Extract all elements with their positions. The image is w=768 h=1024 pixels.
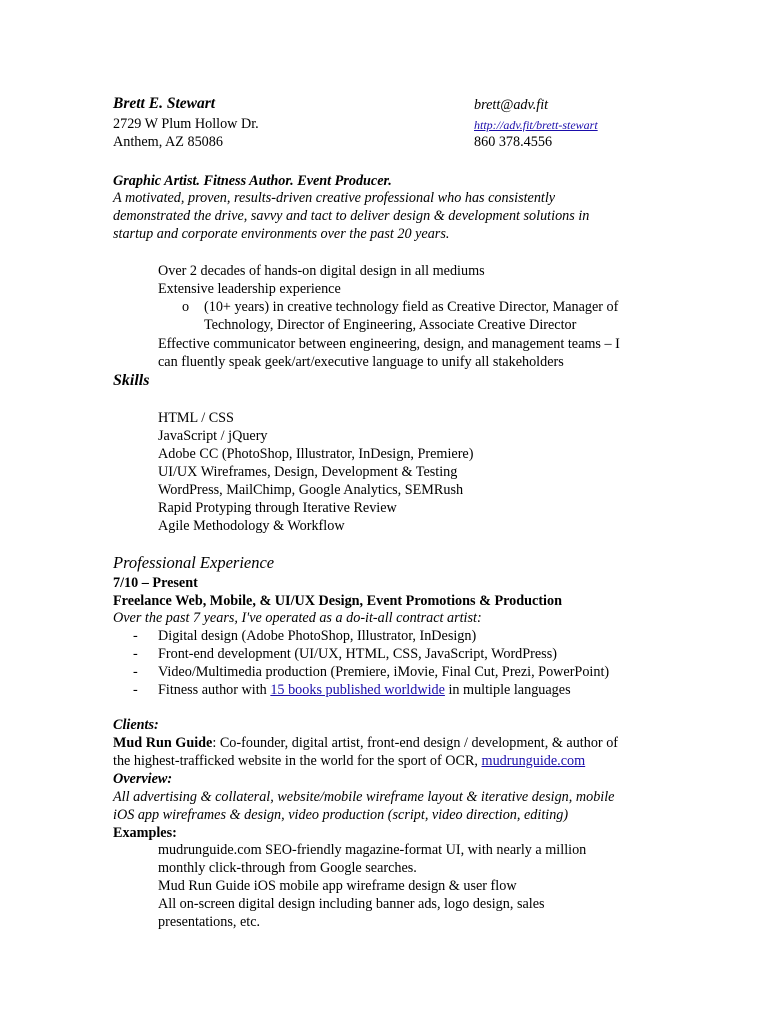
overview-heading: Overview: <box>113 771 173 787</box>
skill-item: UI/UX Wireframes, Design, Development & Testing <box>158 464 458 480</box>
example-item: All on-screen digital design including banner ads, logo design, sales <box>158 896 545 912</box>
address-line-1: 2729 W Plum Hollow Dr. <box>113 116 259 132</box>
experience-intro: Over the past 7 years, I've operated as a do-it-all contract artist: <box>113 610 482 626</box>
experience-bullet: Front-end development (UI/UX, HTML, CSS, JavaScript, WordPress) <box>158 646 557 662</box>
skill-item: JavaScript / jQuery <box>158 428 268 444</box>
clients-heading: Clients: <box>113 717 159 733</box>
highlight-item: Over 2 decades of hands-on digital design in all mediums <box>158 263 485 279</box>
client-desc: the highest-trafficked website in the world for the sport of OCR, <box>113 753 482 769</box>
example-item: mudrunguide.com SEO-friendly magazine-format UI, with nearly a million <box>158 842 587 858</box>
highlight-subitem-line-2: Technology, Director of Engineering, Associate Creative Director <box>204 317 577 333</box>
overview-line-1: All advertising & collateral, website/mobile wireframe layout & iterative design, mobile <box>113 789 615 805</box>
skill-item: Adobe CC (PhotoShop, Illustrator, InDesign, Premiere) <box>158 446 474 462</box>
tagline: Graphic Artist. Fitness Author. Event Producer. <box>113 173 392 189</box>
highlight-item: Extensive leadership experience <box>158 281 341 297</box>
overview-line-2: iOS app wireframes & design, video production (script, video direction, editing) <box>113 807 569 823</box>
dash-bullet: - <box>133 646 138 662</box>
experience-role: Freelance Web, Mobile, & UI/UX Design, Event Promotions & Production <box>113 593 562 609</box>
highlight-item-continued: can fluently speak geek/art/executive language to unify all stakeholders <box>158 354 564 370</box>
experience-bullet: Digital design (Adobe PhotoShop, Illustrator, InDesign) <box>158 628 477 644</box>
email-address: brett@adv.fit <box>474 97 549 113</box>
client-desc: : Co-founder, digital artist, front-end design / development, & author of <box>212 735 619 751</box>
skill-item: HTML / CSS <box>158 410 234 426</box>
experience-bullet <box>158 681 571 699</box>
highlight-subitem-line-1: (10+ years) in creative technology field as Creative Director, Manager of <box>204 299 619 315</box>
dash-bullet: - <box>133 664 138 680</box>
example-item: Mud Run Guide iOS mobile app wireframe design & user flow <box>158 878 517 894</box>
experience-heading: Professional Experience <box>113 553 275 572</box>
dash-bullet: - <box>133 682 138 698</box>
sub-bullet-marker: o <box>182 299 190 315</box>
skill-item: Agile Methodology & Workflow <box>158 518 345 534</box>
summary-line-2: demonstrated the drive, savvy and tact to deliver design & development solutions in <box>113 208 590 224</box>
example-item-continued: presentations, etc. <box>158 914 261 930</box>
phone-number: 860 378.4556 <box>474 134 553 150</box>
client-name: Mud Run Guide <box>113 735 213 751</box>
skill-item: WordPress, MailChimp, Google Analytics, SEMRush <box>158 482 464 498</box>
experience-bullet: Video/Multimedia production (Premiere, iMovie, Final Cut, Prezi, PowerPoint) <box>158 664 610 680</box>
skills-heading: Skills <box>113 372 150 389</box>
resume-name: Brett E. Stewart <box>113 95 216 112</box>
address-line-2: Anthem, AZ 85086 <box>113 134 223 150</box>
bullet-text: in multiple languages <box>444 682 571 698</box>
experience-dates: 7/10 – Present <box>113 575 198 591</box>
website-link[interactable]: http://adv.fit/brett-stewart <box>474 118 598 132</box>
bullet-text: Fitness author with <box>158 682 271 698</box>
books-link[interactable]: 15 books published worldwide <box>270 682 445 698</box>
summary-line-1: A motivated, proven, results-driven creative professional who has consistently <box>113 190 556 206</box>
mudrunguide-link[interactable]: mudrunguide.com <box>481 753 586 769</box>
dash-bullet: - <box>133 628 138 644</box>
client-line-1 <box>113 734 618 752</box>
summary-line-3: startup and corporate environments over the past 20 years. <box>113 226 450 242</box>
example-item-continued: monthly click-through from Google searches. <box>158 860 417 876</box>
client-line-2 <box>113 752 585 770</box>
examples-heading: Examples: <box>113 825 177 841</box>
skill-item: Rapid Protyping through Iterative Review <box>158 500 397 516</box>
highlight-item: Effective communicator between engineering, design, and management teams – I <box>158 336 620 352</box>
